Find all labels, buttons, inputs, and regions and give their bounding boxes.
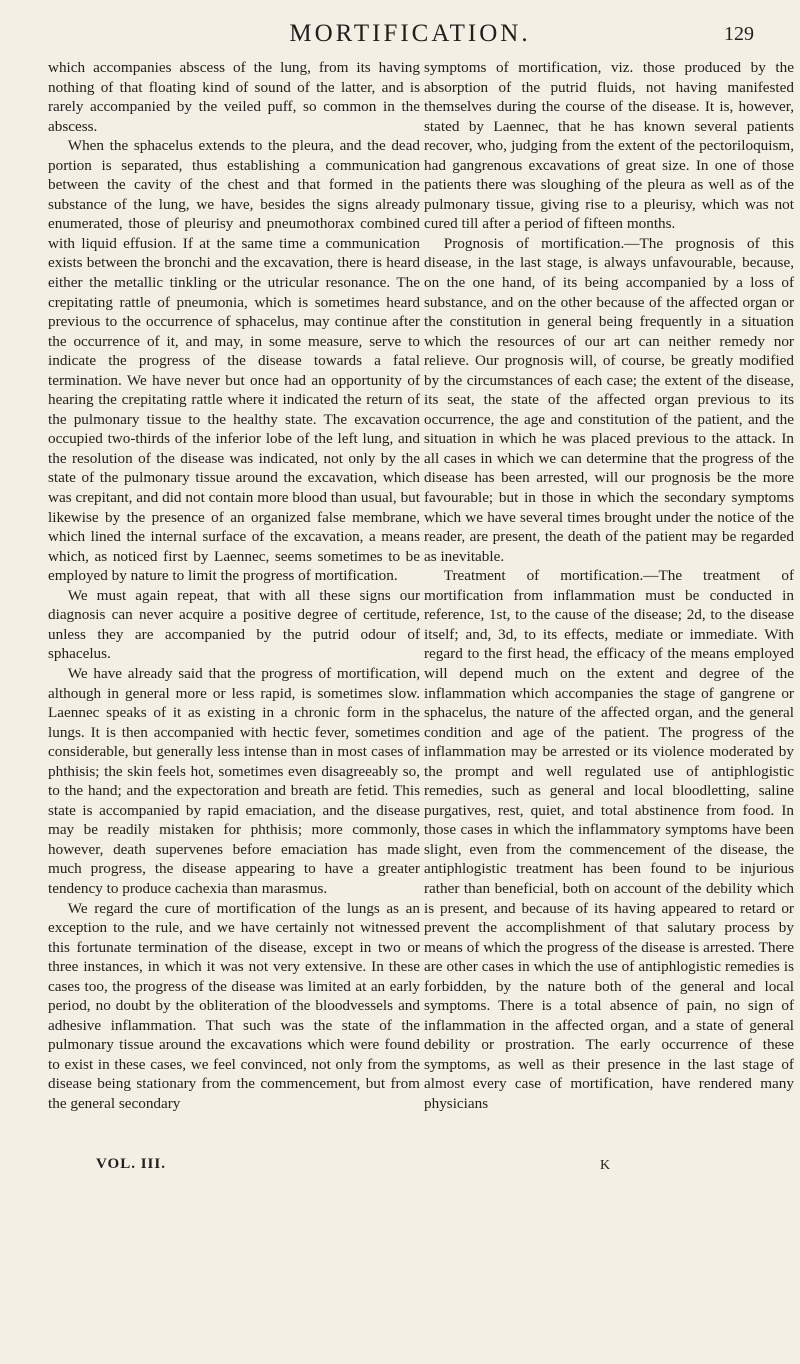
running-head: MORTIFICATION. xyxy=(289,20,531,47)
paragraph: We have already said that the progress of mortification, although in general more or less rapid, is sometimes slow. Laennec speaks of it as existing in a chronic form in the lungs. It is then accompanied with hectic fever, sometimes considerable, but generally less intense than in most cases of phthisis; the skin feels hot, sometimes even disagreeably so, to the hand; and the expectoration and breath are fetid. This state is accompanied by rapid emaciation, and the disease may be readily mistaken for phthisis; more commonly, however, death supervenes before emaciation has made much progress, the disease appearing to have a greater tendency to produce cachexia than marasmus. xyxy=(48,664,420,897)
page-number: 129 xyxy=(724,23,754,45)
paragraph: Treatment of mortification.—The treatment of mortification from inflammation must be conducted in reference, 1st, to the cause of the disease; 2d, to the disease itself; and, 3d, to its effects, mediate or immediate. With regard to the first head, the efficacy of the means employed will depend much on the extent and degree of the inflammation which accompanies the stage of gangrene or sphacelus, the nature of the affected organ, and the general condition and age of the patient. The progress of the inflammation may be arrested or its violence moderated by the prompt and well regulated use of antiphlogistic remedies, such as general and local bloodletting, saline purgatives, rest, quiet, and total abstinence from food. In those cases in which the inflammatory symptoms have been slight, even from the commencement of the disease, the antiphlogistic treatment has been found to be injurious rather than beneficial, both on account of the debility which is present, and because of its having appeared to retard or prevent the accomplishment of that salutary process by means of which the progress of the disease is arrested. There are other cases in which the use of antiphlogistic remedies is forbidden, by the nature both of the general and local symptoms. There is a total absence of pain, no sign of inflammation in the affected organ, and a state of general debility or prostration. The early occurrence of these symptoms, as well as their presence in the last stage of almost every case of mortification, have rendered many physicians xyxy=(424,567,794,1112)
signature-mark: K xyxy=(600,1158,611,1173)
paragraph: symptoms of mortification, viz. those produced by the absorption of the putrid fluids, not having manifested themselves during the course of the disease. It is, however, stated by Laennec, that he has known several patients recover, who, judging from the extent of the pectoriloquism, had gangrenous excavations of great size. In one of those patients there was sloughing of the pleura as well as of the pulmonary tissue, giving rise to a pleurisy, which was not cured till after a period of fifteen months. xyxy=(424,59,794,233)
page-header xyxy=(60,18,760,50)
paragraph: When the sphacelus extends to the pleura, and the dead portion is separated, thus establishing a communication between the cavity of the chest and that formed in the substance of the lung, we have, besides the signs already enumerated, those of pleurisy and pneumothorax combined with liquid effusion. If at the same time a communication exists between the bronchi and the excavation, there is heard either the metallic tinkling or the utricular resonance. The crepitating rattle of pneumonia, which is sometimes heard previous to the occurrence of sphacelus, may continue after the occurrence of it, and may, in some measure, serve to indicate the progress of the disease towards a fatal termination. We have never but once had an opportunity of hearing the crepitating rattle where it indicated the return of the pulmonary tissue to the healthy state. The excavation occupied two-thirds of the inferior lobe of the left lung, and the resolution of the disease was indicated, not only by the state of the pulmonary tissue around the excavation, which was crepitant, and did not contain more blood than usual, but likewise by the presence of an organized false membrane, which lined the internal surface of the excavation, a means which, as noticed first by Laennec, seems sometimes to be employed by nature to limit the progress of mortification. xyxy=(48,137,420,585)
paragraph: Prognosis of mortification.—The prognosis of this disease, in the last stage, is always unfavourable, because, on the one hand, of its being accompanied by a loss of substance, and on the other because of the affected organ or the constitution in general being frequently in a situation which the resources of our art can neither remedy nor relieve. Our prognosis will, of course, be greatly modified by the circumstances of each case; the extent of the disease, its seat, the state of the affected organ previous to its occurrence, the age and constitution of the patient, and the situation in which he was placed previous to the attack. In all cases in which we can determine that the progress of the disease has been arrested, will our prognosis be the more favourable; but in those in which the secondary symptoms which we have several times brought under the notice of the reader, are present, the death of the patient may be regarded as inevitable. xyxy=(424,234,794,565)
paragraph: which accompanies abscess of the lung, from its having nothing of that floating kind of sound of the latter, and is rarely accompanied by the veiled puff, so common in the abscess. xyxy=(48,59,420,135)
left-column xyxy=(48,58,420,1114)
volume-label: VOL. III. xyxy=(96,1156,166,1172)
right-column xyxy=(424,58,794,1114)
paragraph: We must again repeat, that with all these signs our diagnosis can never acquire a positive degree of certitude, unless they are accompanied by the putrid odour of sphacelus. xyxy=(48,586,420,663)
paragraph: We regard the cure of mortification of the lungs as an exception to the rule, and we have certainly not witnessed this fortunate termination of the disease, except in two or three instances, in which it was not very extensive. In these cases too, the progress of the disease was limited at an early period, no doubt by the obliteration of the bloodvessels and adhesive inflammation. That such was the state of the pulmonary tissue around the excavations which were found to exist in these cases, we feel convinced, not only from the disease being stationary from the commencement, but from the general secondary xyxy=(48,899,420,1112)
